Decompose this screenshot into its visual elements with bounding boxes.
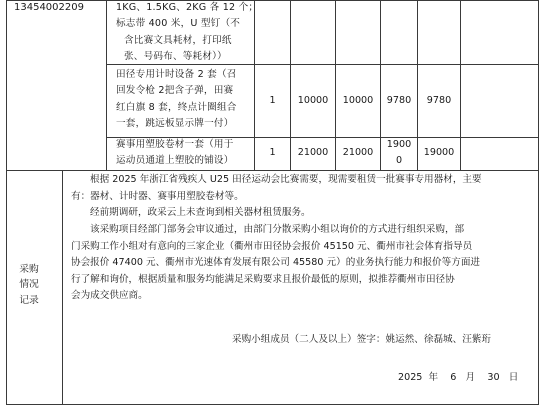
table-row-2-description [116, 67, 266, 133]
label-line: 情况 [19, 279, 39, 291]
desc-line: 赛事用塑胶卷材一套（用于 [116, 139, 234, 150]
row-3-total: 21000 [342, 147, 374, 158]
para-line: 协会报价 47400 元、衢州市光速体育发展有限公司 45580 元）的业务执行能力和报价等方面进 [71, 257, 481, 268]
row-3-qty: 1 [269, 147, 276, 158]
row-3-unit-price: 21000 [297, 147, 329, 158]
row-3-quote-line-2: 0 [395, 155, 403, 166]
table-bottom-border [6, 404, 539, 405]
members-names: 姚运然、徐磊城、汪紫珩 [385, 334, 492, 345]
procurement-record-label [14, 262, 44, 308]
procurement-members-line [232, 332, 491, 348]
procurement-paragraph-1 [71, 172, 533, 205]
desc-line: 标志带 400 米，U 型钉（不 [116, 18, 241, 30]
label-line: 记录 [19, 294, 39, 306]
desc-line: 运动员通道上塑胶的铺设） [116, 155, 234, 167]
procurement-date: 2025 年 6 月 30 日 [398, 372, 519, 383]
desc-line: 张、号码布、等耗材）） [124, 51, 227, 63]
table-row-3-description [116, 137, 266, 170]
label-column-divider [62, 170, 63, 405]
row-3-quote-line-1: 1900 [386, 139, 412, 150]
table-row-1-description [116, 0, 266, 66]
para-line: 经前期调研，政采云上未查询到相关器材租赁服务。 [90, 207, 311, 218]
row-2-final: 9780 [426, 95, 452, 106]
para-line: 行了解和询价，根据质量和服务均能满足采购要求且报价最低的原则，拟推荐衢州市田径协 [71, 273, 455, 285]
desc-line: 含比赛文具耗材，打印纸 [124, 34, 232, 46]
table-right-border [538, 0, 539, 405]
para-line: 根据 2025 年浙江省残疾人 U25 田径运动会比赛需要，现需要租赁一批赛事专用器材，主要 [90, 174, 482, 185]
row-2-total: 10000 [342, 95, 374, 106]
column-divider-final [460, 0, 461, 171]
row-2-quote: 9780 [386, 95, 412, 106]
para-line: 门采购工作小组对有意向的三家企业（衢州市田径协会报价 45150 元、衢州市社会体育指导员 [71, 240, 473, 252]
para-line: 该采购项目经部门部务会审议通过，由部门分散采购小组以询价的方式进行组织采购，部 [90, 224, 465, 235]
label-line: 采购 [19, 264, 39, 275]
table-left-border [6, 0, 7, 405]
row-2-qty: 1 [269, 95, 276, 106]
contact-phone: 13454002209 [14, 2, 84, 13]
para-line: 会为成交供应商。 [71, 290, 148, 301]
desc-line: 红白旗 8 套，终点计圈组合 [116, 101, 237, 113]
para-line: 有：器材、计时器、赛事用塑胶卷材等。 [71, 190, 244, 202]
members-label: 采购小组成员（二人及以上）签字： [232, 334, 386, 345]
desc-line: 回发令枪 2把含子弹，田赛 [116, 85, 234, 97]
column-divider-phone [106, 0, 107, 171]
desc-line: 1KG、1.5KG、2KG 各 12 个； [116, 2, 259, 13]
desc-line: 一套，跳远板显示牌一付） [116, 118, 234, 130]
row-2-unit-price: 10000 [297, 95, 329, 106]
desc-line: 田径专用计时设备 2 套（召 [116, 69, 237, 80]
row-3-final: 19000 [423, 147, 455, 158]
procurement-paragraph-3 [71, 222, 533, 305]
procurement-paragraph-2 [71, 205, 533, 222]
